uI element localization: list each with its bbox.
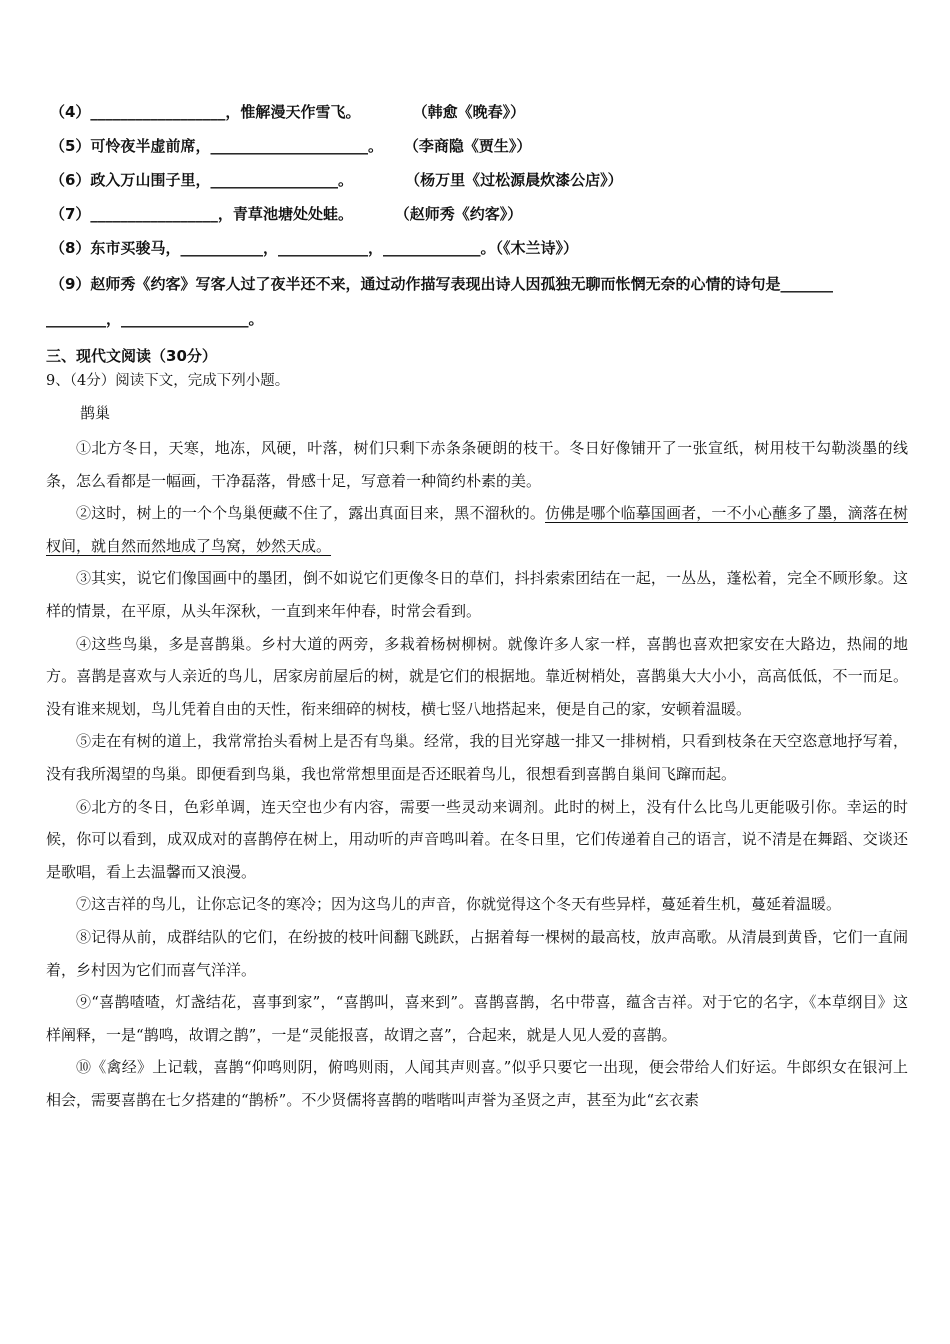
recitation-item-8: （8）东市买骏马，___________，____________，_____________。（《木兰诗》） <box>50 239 578 257</box>
article-title: 鹊巢 <box>80 404 111 422</box>
paragraph-2-plain: ②这时，树上的一个个鸟巢便藏不住了，露出真面目来，黑不溜秋的。 <box>76 504 546 523</box>
paragraph-5: ⑤走在有树的道上，我常常抬头看树上是否有鸟巢。经常，我的目光穿越一排又一排树梢，只看到枝条在天空恣意地抒写着，没有我所渴望的鸟巢。即便看到鸟巢，我也常常想里面是否还眠着鸟儿，很想看到喜鹊自巢间飞蹿而起。 <box>46 732 908 783</box>
recitation-item-9: （9）赵师秀《约客》写客人过了夜半还不来，通过动作描写表现出诗人因孤独无聊而怅惘无奈的心情的诗句是_______ <box>50 275 833 293</box>
paragraph-2 <box>46 497 908 562</box>
paragraph-2-underlined: 仿佛是哪个临摹国画者，一不小心蘸多了墨，滴落在树杈间，就自然而然地成了鸟窝，妙然天成。 <box>46 504 908 555</box>
article-body <box>46 432 908 1116</box>
paragraph-8: ⑧记得从前，成群结队的它们，在纷披的枝叶间翻飞跳跃，占据着每一棵树的最高枝，放声高歌。从清晨到黄昏，它们一直闹着，乡村因为它们而喜气洋洋。 <box>46 927 908 979</box>
recitation-item-7: （7）_________________，青草池塘处处蛙。 （赵师秀《约客》） <box>50 205 523 223</box>
recitation-item-9-continued: ________，_________________。 <box>46 310 264 328</box>
recitation-item-4: （4）__________________，惟解漫天作雪飞。 （韩愈《晚春》） <box>50 103 526 121</box>
recitation-item-6: （6）政入万山围子里，_________________。 （杨万里《过松源晨炊漆公店》） <box>50 171 623 189</box>
paragraph-6: ⑥北方的冬日，色彩单调，连天空也少有内容，需要一些灵动来调剂。此时的树上，没有什么比鸟儿更能吸引你。幸运的时候，你可以看到，成双成对的喜鹊停在树上，用动听的声音鸣叫着。在冬日里，它们传递着自己的语言，说不清是在舞蹈、交谈还是歌唱，看上去温馨而又浪漫。 <box>46 797 908 881</box>
paragraph-7: ⑦这吉祥的鸟儿，让你忘记冬的寒冷；因为这鸟儿的声音，你就觉得这个冬天有些异样，蔓延着生机，蔓延着温暖。 <box>76 895 842 914</box>
paragraph-10: ⑩《禽经》上记载，喜鹊“仰鸣则阴，俯鸣则雨，人闻其声则喜。”似乎只要它一出现，便会带给人们好运。牛郎织女在银河上相会，需要喜鹊在七夕搭建的“鹊桥”。不少贤儒将喜鹊的喈喈叫声誉为圣贤之声，甚至为此“玄衣素 <box>46 1058 908 1109</box>
paragraph-4: ④这些鸟巢，多是喜鹊巢。乡村大道的两旁，多栽着杨树柳树。就像许多人家一样，喜鹊也喜欢把家安在大路边，热闹的地方。喜鹊是喜欢与人亲近的鸟儿，居家房前屋后的树，就是它们的根据地。靠近树梢处，喜鹊巢大大小小，高高低低，不一而足。没有谁来规划，鸟儿凭着自由的天性，衔来细碎的树枝，横七竖八地搭起来，便是自己的家，安顿着温暖。 <box>46 634 908 718</box>
paragraph-3: ③其实，说它们像国画中的墨团，倒不如说它们更像冬日的草们，抖抖索索团结在一起，一丛丛，蓬松着，完全不顾形象。这样的情景，在平原，从头年深秋，一直到来年仲春，时常会看到。 <box>46 569 908 620</box>
recitation-item-5: （5）可怜夜半虚前席，_____________________。 （李商隐《贾生》） <box>50 137 532 155</box>
section-title: 三、现代文阅读（30分） <box>46 347 217 365</box>
paragraph-9: ⑨“喜鹊喳喳，灯盏结花，喜事到家”，“喜鹊叫，喜来到”。喜鹊喜鹊，名中带喜，蕴含吉祥。对于它的名字，《本草纲目》这样阐释，一是“鹊鸣，故谓之鹊”，一是“灵能报喜，故谓之喜”，合起来，就是人见人爱的喜鹊。 <box>46 993 908 1044</box>
question-intro: 9、（4分）阅读下文，完成下列小题。 <box>46 373 290 389</box>
paragraph-1: ①北方冬日，天寒，地冻，风硬，叶落，树们只剩下赤条条硬朗的枝干。冬日好像铺开了一张宣纸，树用枝干勾勒淡墨的线条，怎么看都是一幅画，干净磊落，骨感十足，写意着一种简约朴素的美。 <box>46 439 908 490</box>
